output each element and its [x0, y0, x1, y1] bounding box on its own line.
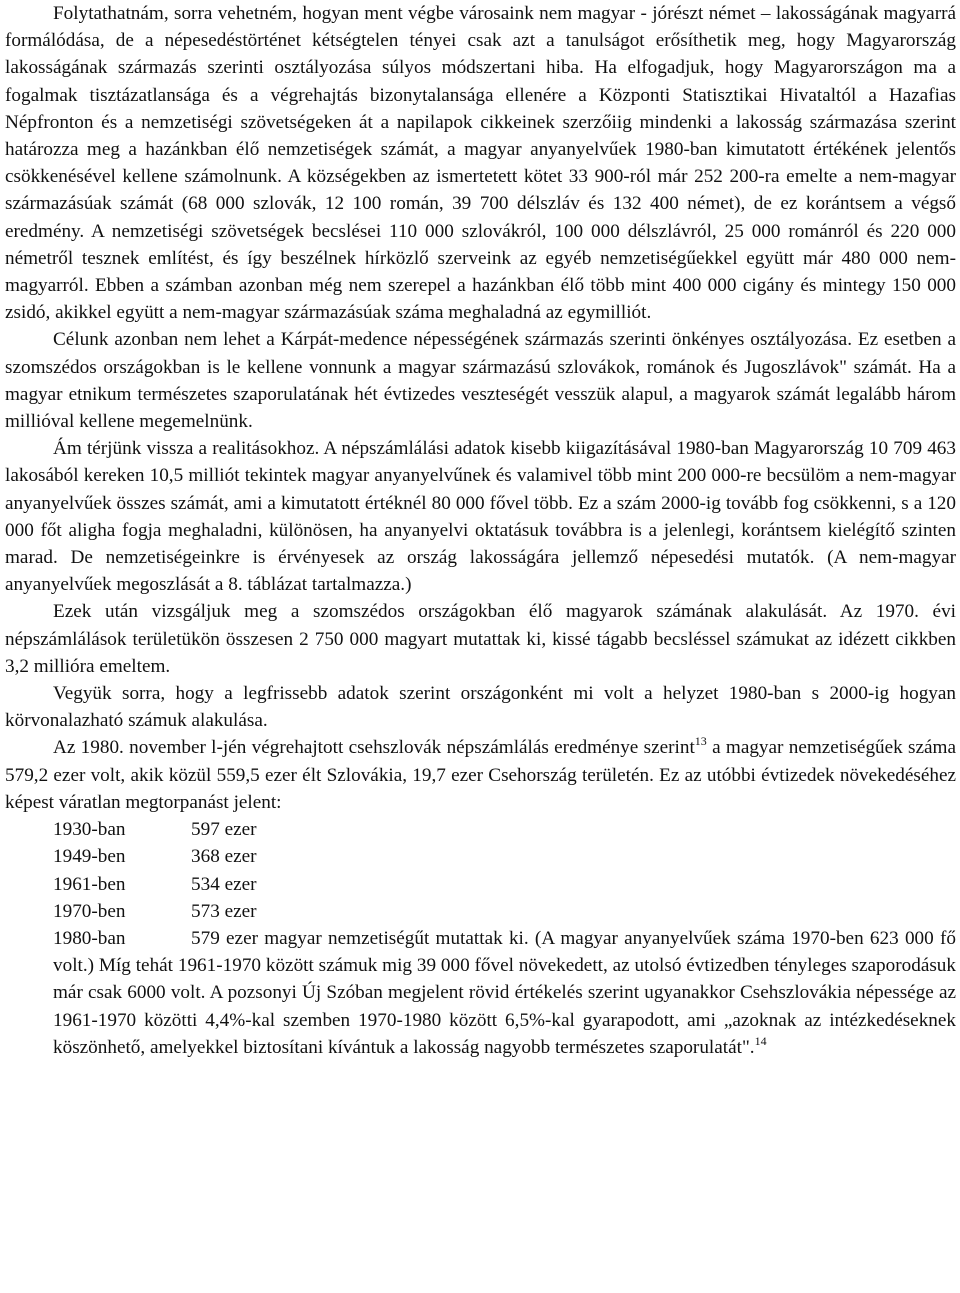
- census-year: 1961-ben: [53, 873, 126, 895]
- census-row: [53, 898, 956, 925]
- census-list: [5, 816, 956, 925]
- paragraph-6-text-a: Az 1980. november l-jén végrehajtott csehszlovák népszámlálás eredménye szerint: [53, 737, 695, 759]
- census-row: [53, 816, 956, 843]
- census-final-paragraph: [5, 925, 956, 1061]
- paragraph-3: Ám térjünk vissza a realitásokhoz. A népszámlálási adatok kisebb kiigazításával 1980-ban Magyarország 10 709 463 lakosából kereken 10,5 milliót tekintek magyar anyanyelvűnek és valamivel több mint 200 000-re becsülöm a nem-magyar anyanyelvűek összes számát, ami a kimutatott értéknél 80 000 fővel több. Ez a szám 2000-ig tovább fog csökkenni, s a 120 000 főt aligha fogja meghaladni, különösen, ha anyanyelvi oktatásuk továbbra is a jelenlegi, korántsem kielégítő szinten marad. De nemzetiségeinkre is érvényesek az ország lakosságára jellemző népesedési mutatók. (A nem-magyar anyanyelvűek megoszlását a 8. táblázat tartalmazza.): [5, 438, 956, 596]
- census-row: [53, 843, 956, 870]
- paragraph-5: Vegyük sorra, hogy a legfrissebb adatok szerint országonként mi volt a helyzet 1980-ban s 2000-ig hogyan körvonalazható számuk alakulása.: [5, 683, 956, 732]
- census-year: 1949-ben: [53, 846, 126, 868]
- census-value: 597 ezer: [191, 819, 257, 841]
- paragraph-6: [5, 734, 956, 816]
- paragraph-4: Ezek után vizsgáljuk meg a szomszédos országokban élő magyarok számának alakulását. Az 1970. évi népszámlálások területükön összesen 2 750 000 magyart mutattak ki, kissé tágabb becsléssel számukat az idézett cikkben 3,2 millióra emeltem.: [5, 601, 956, 677]
- census-value: 573 ezer: [191, 900, 257, 922]
- census-value: 368 ezer: [191, 846, 257, 868]
- footnote-ref-14: 14: [754, 1033, 767, 1048]
- document-page: [5, 0, 956, 1061]
- census-final-text: 579 ezer magyar nemzetiségűt mutattak ki. (A magyar anyanyelvűek száma 1970-ben 623 000 fő volt.) Míg tehát 1961-1970 között számuk mig 39 000 fővel növekedett, az utolsó évtizedben tényleges szaporodásuk már csak 6000 volt. A pozsonyi Új Szóban megjelent rövid értékelés szerint ugyanakkor Csehszlovákia népessége az 1961-1970 közötti 4,4%-kal szemben 1970-1980 között 6,5%-kal gyarapodott, ami „azoknak az intézkedéseknek köszönhető, amelyekkel biztosítani kívántuk a lakosság nagyobb természetes szaporulatát".: [53, 927, 956, 1058]
- census-year: 1930-ban: [53, 819, 126, 841]
- footnote-ref-13: 13: [694, 734, 707, 749]
- census-year: 1970-ben: [53, 900, 126, 922]
- census-value: 534 ezer: [191, 873, 257, 895]
- census-row: [53, 871, 956, 898]
- census-year-1980: 1980-ban: [53, 927, 126, 949]
- paragraph-6-text-b: a magyar nemzetiségűek száma 579,2 ezer volt, akik közül 559,5 ezer élt Szlovákia, 19,7 ezer Csehország területén. Ez az utóbbi évtizedek növekedéséhez képest váratlan megtorpanást jelent:: [5, 737, 956, 813]
- paragraph-2: Célunk azonban nem lehet a Kárpát-medence népességének származás szerinti önkényes osztályozása. Ez esetben a szomszédos országokban is le kellene vonnunk a magyar származású szlovákok, románok és Jugoszlávok" számát. Ha a magyar etnikum természetes szaporulatának hét évtizedes veszteségét vesszük alapul, a magyarok számát legalább három millióval kellene megemelnünk.: [5, 329, 956, 433]
- paragraph-1: Folytathatnám, sorra vehetném, hogyan ment végbe városaink nem magyar - jórészt német – lakosságának magyarrá formálódása, de a népesedéstörténet kétségtelen tényei csak azt a tanulságot erősíthetik meg, hogy Magyarország lakosságának származás szerinti osztályozása súlyos módszertani hiba. Ha elfogadjuk, hogy Magyarországon ma a fogalmak tisztázatlansága és a végrehajtás bizonytalansága ellenére a Központi Statisztikai Hivataltól a Hazafias Népfronton és a nemzetiségi szövetségeken át a napilapok cikkeinek szerzőiig mindenki a lakosság származása szerint határozza meg a hazánkban élő nemzetiségek számát, a magyar anyanyelvűek 1980-ban kimutatott értékének jelentős csökkenésével kellene számolnunk. A községekben az ismertetett kötet 33 900-ról már 252 200-ra emelte a nem-magyar származásúak számát (68 000 szlovák, 12 100 román, 39 700 délszláv és 132 400 német), de ez korántsem a végső eredmény. A nemzetiségi szövetségek becslései 110 000 szlovákról, 100 000 délszlávról, 25 000 románról és 220 000 németről tesznek említést, és így beszélnek hírközlő szerveink az egyéb nemzetiségűekkel együtt már 480 000 nem-magyarról. Ebben a számban azonban még nem szerepel a hazánkban élő több mint 400 000 cigány és mintegy 150 000 zsidó, akikkel együtt a nem-magyar származásúak száma meghaladná az egymilliót.: [5, 3, 956, 324]
